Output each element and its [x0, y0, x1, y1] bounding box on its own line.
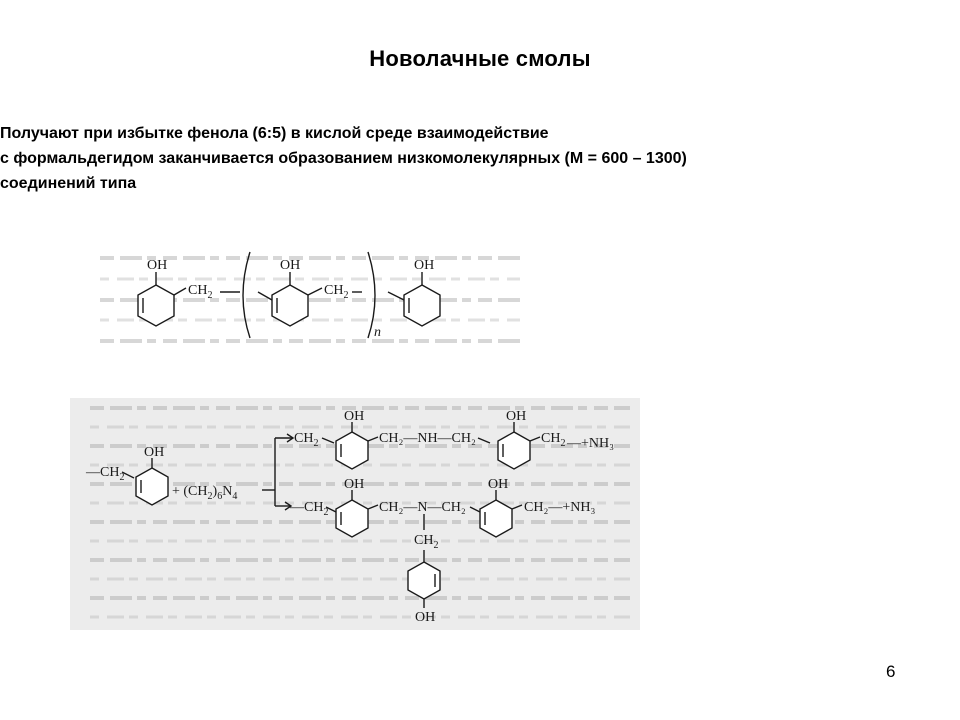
body-line-2: с формальдегидом заканчивается образованием низкомолекулярных (М = 600 – 1300) — [0, 150, 687, 167]
f2-top-oh1: OH — [344, 409, 365, 424]
f2-top-oh2: OH — [506, 409, 527, 424]
novolac-formula-image — [100, 252, 520, 341]
f2-top-chain: CH₂—NH—CH₂ — [379, 431, 476, 446]
f2-bot-ch2-start: $—CH_2$ — [290, 500, 329, 518]
f1-oh-mid: OH — [280, 258, 301, 273]
f2-bot-oh-down: OH — [415, 610, 436, 625]
slide-title: Новолачные смолы — [369, 46, 591, 71]
f2-top-ch2-a: $CH_2$ — [294, 431, 319, 449]
f2-top-nh3: —+NH₃ — [567, 436, 614, 451]
f2-bot-chain: CH₂—N—CH₂ — [379, 500, 466, 515]
f1-ch2-right: $CH_2$ — [324, 283, 349, 301]
f2-bot-ch2-down: $CH_2$ — [414, 533, 439, 551]
f2-bot-oh2: OH — [488, 477, 509, 492]
f2-bot-oh1: OH — [344, 477, 365, 492]
f2-oh-left: OH — [144, 445, 165, 460]
f2-top-ch2-b: $CH_2$ — [541, 431, 566, 449]
f1-oh-left: OH — [147, 258, 168, 273]
f1-oh-right: OH — [414, 258, 435, 273]
f1-ch2-left: $CH_2$ — [188, 283, 213, 301]
body-line-1: Получают при избытке фенола (6:5) в кислой среде взаимодействие — [0, 125, 549, 142]
f1-n: n — [374, 325, 381, 340]
page-number: 6 — [886, 662, 896, 681]
f2-reagent: + $(CH_2)_6N_4$ — [172, 484, 238, 502]
hexamine-curing-image — [70, 398, 640, 630]
f2-bot-ch2-end: CH₂—+NH₃ — [524, 500, 596, 515]
f2-ch2-start: $—CH_2$ — [86, 465, 125, 483]
body-line-3: соединений типа — [0, 175, 137, 192]
